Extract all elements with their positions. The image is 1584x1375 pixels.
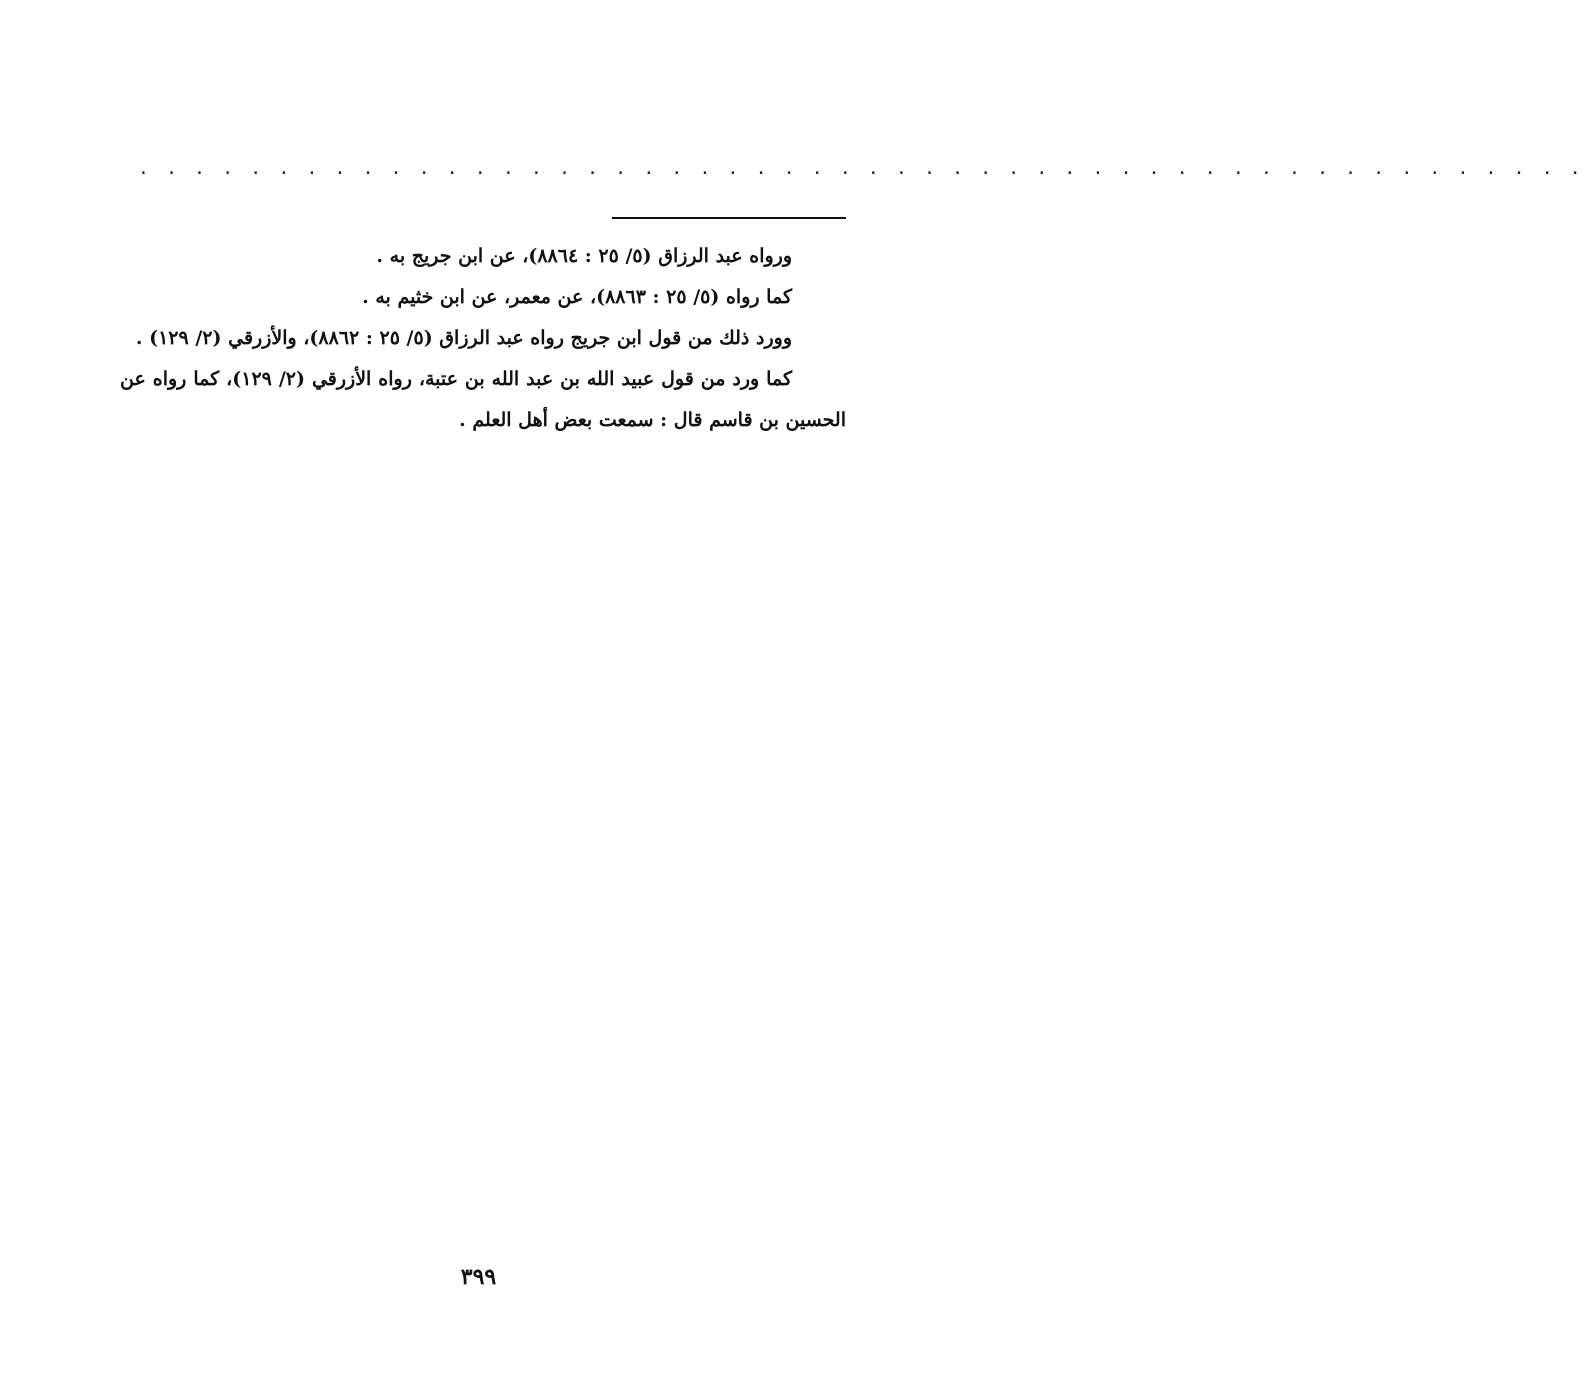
dotted-separator: . . . . . . . . . . . . . . . . . . . . . . . . . . . . . . . . . . . . . . . . . . . . . . . . . . . . — [138, 158, 1584, 179]
footnote-rule — [612, 217, 846, 219]
footnote-paragraph: وورد ذلك من قول ابن جريج رواه عبد الرزاق (٥/ ٢٥ : ٨٨٦٢)، والأزرقي (٢/ ١٢٩) . — [135, 327, 792, 349]
footnote-paragraph: كما ورد من قول عبيد الله بن عبد الله بن عتبة، رواه الأزرقي (٢/ ١٢٩)، كما رواه عن الحسين بن قاسم قال : سمعت بعض أهل العلم . — [120, 368, 846, 431]
footnote-paragraph: كما رواه (٥/ ٢٥ : ٨٨٦٣)، عن معمر، عن ابن خثيم به . — [362, 286, 792, 308]
footnote-paragraph: ورواه عبد الرزاق (٥/ ٢٥ : ٨٨٦٤)، عن ابن جريج به . — [376, 245, 792, 267]
footnotes-section — [120, 236, 846, 441]
page-number: ٣٩٩ — [460, 1264, 497, 1290]
